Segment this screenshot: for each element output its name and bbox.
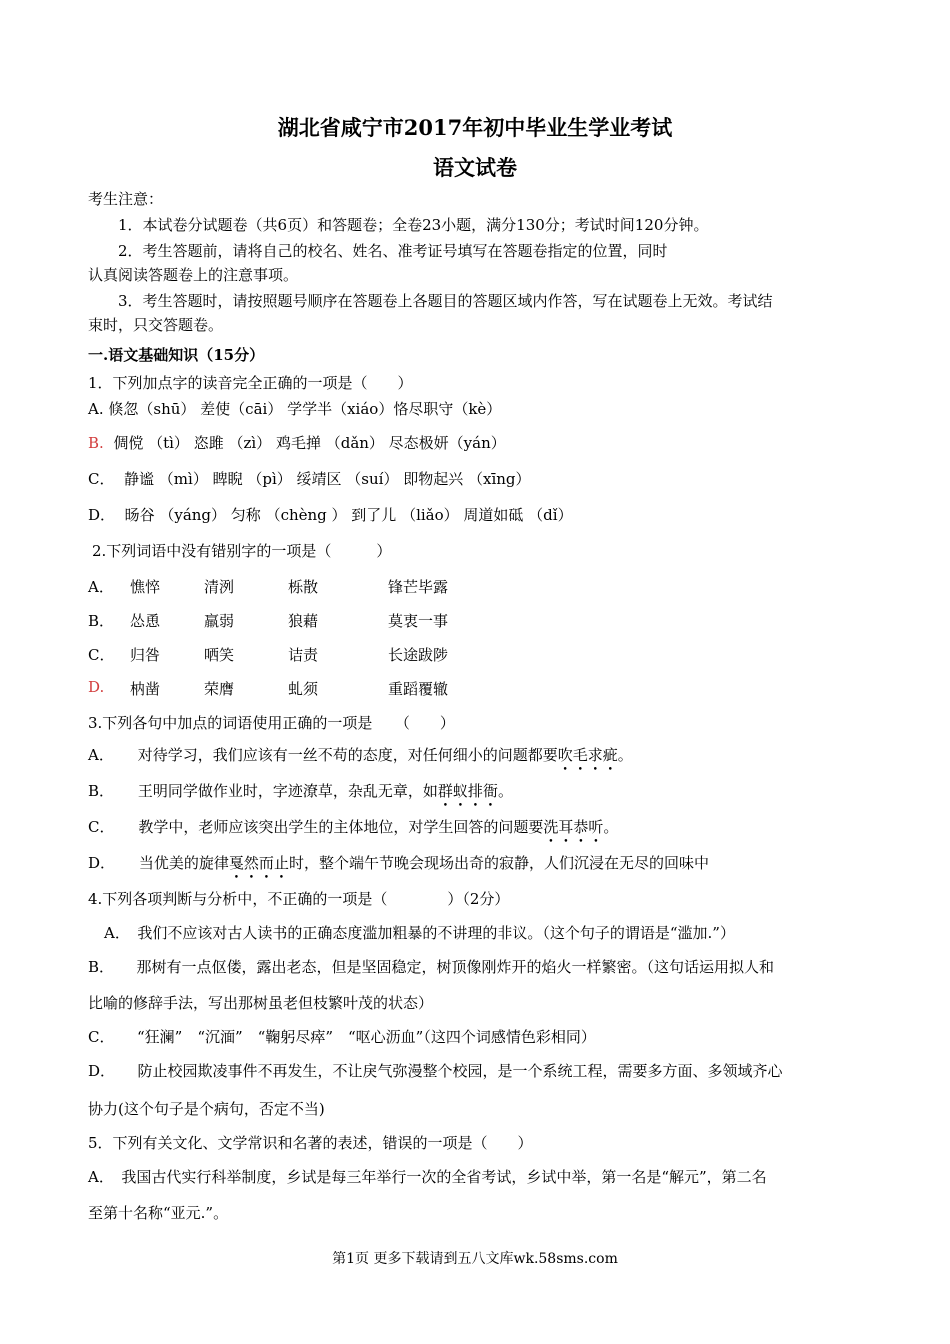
option-text: 时，整个端午节晚会现场出奇的寂静，人们沉浸在无尽的回味中 (288, 854, 709, 872)
emphasis-char: 而 (258, 854, 274, 872)
option-word: 枘凿 (130, 680, 161, 698)
question-1-option-c (88, 468, 531, 489)
question-4-option-a: A． 我们不应该对古人读书的正确态度滥加粗暴的不讲理的非议。（这个句子的谓语是“滥加.”） (104, 924, 735, 942)
option-text: 王明同学做作业时，字迹潦草，杂乱无章，如 (137, 782, 438, 800)
option-word: 荣膺 (204, 680, 235, 698)
question-1-stem: 1．下列加点字的读音完全正确的一项是（ ） (88, 374, 413, 392)
option-text: 当优美的旋律 (138, 854, 229, 872)
question-2-stem: 2.下列词语中没有错别字的一项是（ ） (92, 542, 392, 560)
emphasis-char: 群 (437, 782, 453, 800)
option-label: A. (88, 400, 104, 418)
option-label: B． (88, 782, 115, 800)
emphasis-char: 止 (273, 854, 289, 872)
option-text: 倜傥 （tì） 恣雎 （zì） 鸡毛掸 （dǎn） 尽态极妍（yán） (113, 434, 506, 452)
page-footer: 第1页 更多下载请到五八文库wk.58sms.com (332, 1251, 618, 1267)
emphasis-char: 恭 (573, 818, 589, 836)
option-word: 清洌 (204, 578, 235, 596)
option-word: 栎散 (288, 578, 319, 596)
option-label: D． (88, 854, 116, 872)
emphasis-char: 然 (243, 854, 259, 872)
dotted-phrase (229, 854, 289, 872)
option-label: A． (88, 746, 114, 764)
question-3-option-c (88, 816, 618, 837)
question-3-option-b (88, 780, 513, 801)
question-4-option-d: D． 防止校园欺凌事件不再发生，不让戾气弥漫整个校园，是一个系统工程，需要多方面、多领域齐心 (88, 1062, 783, 1080)
emphasis-char: 听 (588, 818, 604, 836)
emphasis-char: 疵 (602, 746, 618, 764)
option-text: 倏忽（shū） 差使（cāi） 学学半（xiáo）恪尽职守（kè） (108, 400, 502, 418)
option-text: 对待学习，我们应该有一丝不苟的态度，对任何细小的问题都要 (137, 746, 558, 764)
option-word: 哂笑 (204, 646, 235, 664)
question-4-option-d-cont: 协力(这个句子是个病句，否定不当) (88, 1100, 325, 1118)
question-4-option-b: B． 那树有一点伛偻，露出老态，但是坚固稳定，树顶像刚炸开的焰火一样繁密。（这句话运用拟人和 (88, 958, 775, 976)
option-text: 。 (617, 746, 633, 764)
emphasis-char: 蚁 (452, 782, 468, 800)
emphasis-char: 耳 (558, 818, 574, 836)
option-label: C． (88, 818, 115, 836)
emphasis-char: 衙 (482, 782, 498, 800)
section-heading: 一.语文基础知识（15分） (88, 346, 265, 364)
option-word: 重蹈覆辙 (388, 680, 449, 698)
question-4-option-c: C． “狂澜” “沉湎” “鞠躬尽瘁” “呕心沥血”（这四个词感情色彩相同） (88, 1028, 596, 1046)
option-word: 憔悴 (130, 578, 161, 596)
option-text: 教学中，老师应该突出学生的主体地位，对学生回答的问题要 (138, 818, 544, 836)
option-label: C． (88, 470, 115, 488)
question-3-option-d (88, 852, 709, 873)
notice-heading: 考生注意： (88, 190, 164, 208)
emphasis-char: 戛 (228, 854, 244, 872)
option-word: 怂恿 (130, 612, 161, 630)
notice-item: 束时，只交答题卷。 (88, 316, 224, 334)
question-5-option-a-cont: 至第十名称“亚元.”。 (88, 1204, 229, 1222)
option-word: 长途跋陟 (388, 646, 449, 664)
emphasis-char: 毛 (572, 746, 588, 764)
dotted-phrase (438, 782, 498, 800)
option-label: B． (88, 612, 115, 630)
option-label: D． (88, 506, 116, 524)
emphasis-char: 排 (467, 782, 483, 800)
option-label: A． (88, 578, 114, 596)
exam-title: 湖北省咸宁市2017年初中毕业生学业考试 (277, 115, 673, 140)
option-text: 静谧 （mì） 睥睨 （pì） 绥靖区 （suí） 即物起兴 （xīng） (124, 470, 531, 488)
emphasis-char: 求 (587, 746, 603, 764)
dotted-phrase (558, 746, 618, 764)
option-label: C． (88, 646, 115, 664)
option-label: B. (88, 434, 104, 452)
notice-item: 1．本试卷分试题卷（共6页）和答题卷；全卷23小题，满分130分；考试时间120分钟。 (118, 216, 709, 234)
emphasis-char: 吹 (557, 746, 573, 764)
dotted-phrase (543, 818, 603, 836)
question-3-option-a (88, 744, 633, 765)
exam-subtitle: 语文试卷 (433, 155, 517, 180)
question-1-option-b (88, 432, 506, 453)
option-word: 虬须 (288, 680, 319, 698)
question-4-stem: 4.下列各项判断与分析中，不正确的一项是（ ）（2分） (88, 890, 510, 908)
option-text: 。 (603, 818, 619, 836)
question-1-option-d (88, 504, 573, 525)
notice-item: 认真阅读答题卷上的注意事项。 (88, 266, 299, 284)
option-word: 锋芒毕露 (388, 578, 449, 596)
option-label: D. (88, 678, 105, 696)
option-word: 羸弱 (204, 612, 235, 630)
option-text: 旸谷 （yáng） 匀称 （chèng ） 到了儿 （liǎo） 周道如砥 （dǐ） (124, 506, 573, 524)
option-word: 归咎 (130, 646, 161, 664)
notice-item: 2．考生答题前，请将自己的校名、姓名、准考证号填写在答题卷指定的位置，同时 (118, 242, 668, 260)
question-3-stem: 3.下列各句中加点的词语使用正确的一项是 （ ） (88, 714, 455, 732)
question-5-stem: 5．下列有关文化、文学常识和名著的表述，错误的一项是（ ） (88, 1134, 533, 1152)
option-text: 。 (497, 782, 513, 800)
option-word: 莫衷一事 (388, 612, 449, 630)
option-word: 狼藉 (288, 612, 319, 630)
option-word: 诘责 (288, 646, 319, 664)
notice-item: 3．考生答题时，请按照题号顺序在答题卷上各题目的答题区域内作答，写在试题卷上无效。考试结 (118, 292, 773, 310)
question-5-option-a: A． 我国古代实行科举制度，乡试是每三年举行一次的全省考试，乡试中举，第一名是“解元”，第二名 (88, 1168, 767, 1186)
question-4-option-b-cont: 比喻的修辞手法，写出那树虽老但枝繁叶茂的状态） (88, 994, 434, 1012)
emphasis-char: 洗 (543, 818, 559, 836)
question-1-option-a (88, 398, 501, 419)
